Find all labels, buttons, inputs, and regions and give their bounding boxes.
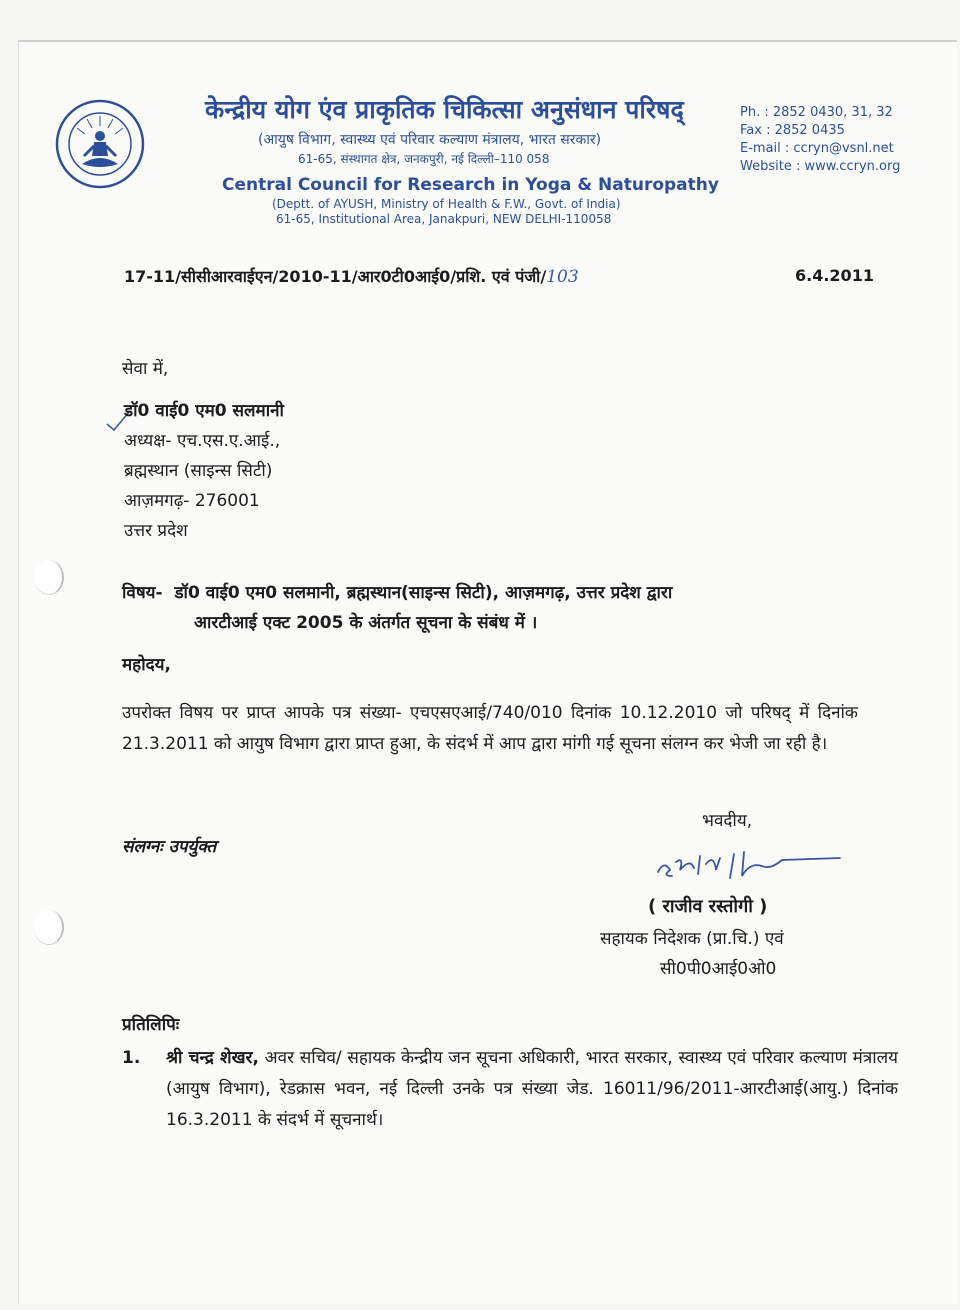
- subject-label: विषय-: [122, 583, 163, 603]
- signatory-name: ( राजीव रस्तोगी ): [648, 896, 768, 917]
- address-hindi: 61-65, संस्थागत क्षेत्र, जनकपुरी, नई दिल्ली–110 058: [298, 152, 550, 166]
- recipient-line-1: अध्यक्ष- एच.एस.ए.आई.,: [124, 431, 281, 451]
- subject-block: [122, 578, 672, 638]
- reference-number: [124, 265, 579, 287]
- recipient-line-4: उत्तर प्रदेश: [124, 521, 188, 541]
- website: Website : www.ccryn.org: [740, 159, 901, 174]
- reference-text: 17-11/सीसीआरवाईएन/2010-11/आर0टी0आई0/प्रशि. एवं पंजी/: [124, 267, 547, 286]
- copy-item-number: 1.: [122, 1048, 141, 1068]
- letter-date: 6.4.2011: [795, 266, 874, 285]
- enclosure: संलग्नः उपर्युक्त: [122, 837, 217, 857]
- punch-hole-bottom: [34, 910, 64, 945]
- punch-hole-top: [34, 560, 64, 595]
- salutation: सेवा में,: [122, 359, 169, 379]
- email: E-mail : ccryn@vsnl.net: [740, 141, 894, 156]
- contact-block: [740, 104, 900, 176]
- subject-line-1: डॉ0 वाई0 एम0 सलमानी, ब्रह्मस्थान(साइन्स सिटी), आज़मगढ़, उत्तर प्रदेश द्वारा: [174, 583, 673, 603]
- handwritten-number: 103: [546, 267, 579, 287]
- body-paragraph: उपरोक्त विषय पर प्राप्त आपके पत्र संख्या- एचएसएआई/740/010 दिनांक 10.12.2010 जो परिषद् में दिनांक 21.3.2011 को आयुष विभाग द्वारा प्राप्त हुआ, के संदर्भ में आप द्वारा मांगी गई सूचना संलग्न कर भेजी जा रही है।: [122, 703, 858, 754]
- dept-hindi: (आयुष विभाग, स्वास्थ्य एवं परिवार कल्याण मंत्रालय, भारत सरकार): [258, 132, 602, 148]
- recipient-line-3: आज़मगढ़- 276001: [124, 491, 260, 511]
- org-name-hindi: केन्द्रीय योग एंव प्राकृतिक चिकित्सा अनुसंधान परिषद्: [205, 95, 684, 124]
- dept-english: (Deptt. of AYUSH, Ministry of Health & F.W., Govt. of India): [272, 197, 621, 211]
- address-english: 61-65, Institutional Area, Janakpuri, NEW DELHI-110058: [276, 212, 612, 226]
- phone: Ph. : 2852 0430, 31, 32: [740, 105, 893, 120]
- closing: भवदीय,: [702, 811, 753, 831]
- copy-item-text: [166, 1043, 898, 1136]
- signatory-designation-1: सहायक निदेशक (प्रा.चि.) एवं: [600, 929, 784, 949]
- fax: Fax : 2852 0435: [740, 123, 845, 138]
- copy-item: [122, 1043, 898, 1136]
- recipient-line-2: ब्रह्मस्थान (साइन्स सिटी): [124, 461, 273, 481]
- org-name-english: Central Council for Research in Yoga & Naturopathy: [222, 175, 719, 195]
- subject-line-2: आरटीआई एक्ट 2005 के अंतर्गत सूचना के संबंध में ।: [194, 613, 538, 633]
- greeting: महोदय,: [122, 655, 171, 675]
- handwritten-signature-icon: [650, 840, 845, 890]
- yoga-meditation-seal-icon: [54, 98, 146, 190]
- recipient-name: डॉ0 वाई0 एम0 सलमानी: [124, 401, 284, 421]
- copy-label: प्रतिलिपिः: [122, 1015, 180, 1035]
- copy-item-body: अवर सचिव/ सहायक केन्द्रीय जन सूचना अधिकारी, भारत सरकार, स्वास्थ्य एवं परिवार कल्याण मंत्रालय (आयुष विभाग), रेडक्रास भवन, नई दिल्ली उनके पत्र संख्या जेड. 16011/96/2011-आरटीआई(आयु.) दिनांक 16.3.2011 के संदर्भ में सूचनार्थ।: [166, 1048, 898, 1130]
- signatory-designation-2: सी0पी0आई0ओ0: [660, 959, 777, 979]
- copy-item-name: श्री चन्द्र शेखर,: [166, 1048, 259, 1068]
